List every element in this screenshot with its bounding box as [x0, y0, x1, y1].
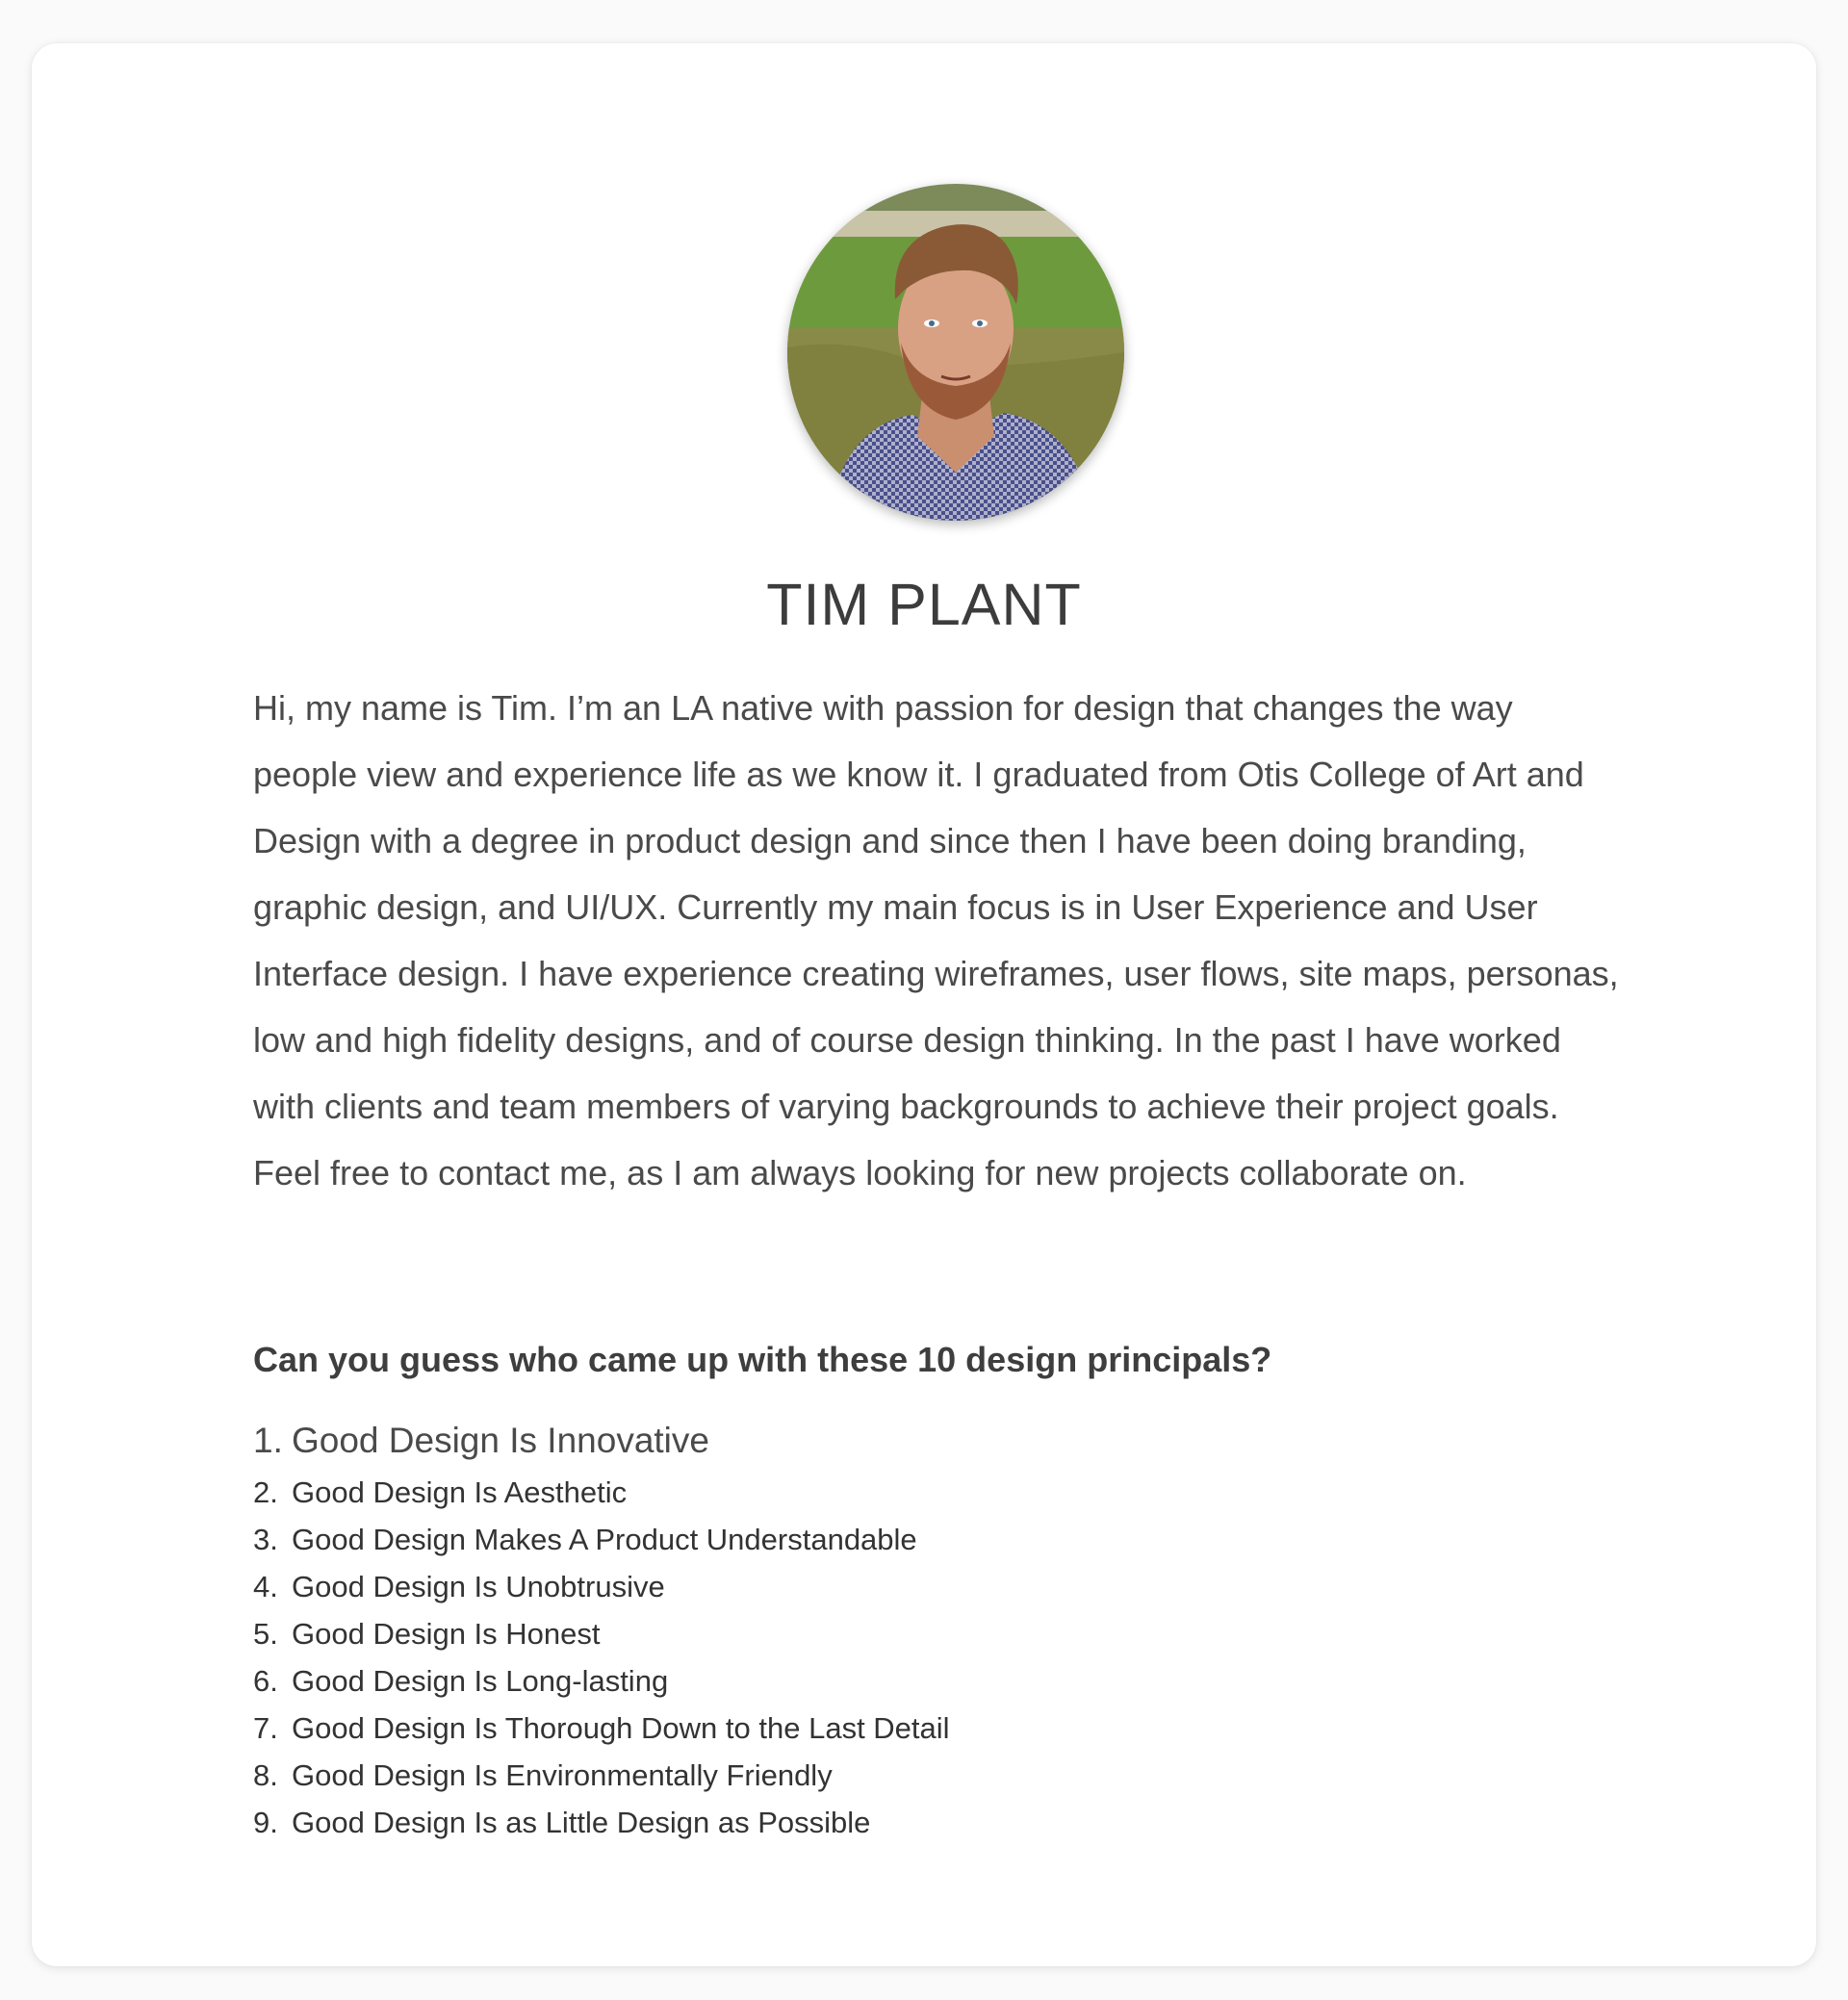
list-item [253, 1752, 950, 1799]
list-item-text: Good Design Is Innovative [292, 1421, 709, 1460]
principles-question: Can you guess who came up with these 10 design principals? [253, 1340, 1272, 1379]
list-item-number: 2. [253, 1475, 278, 1509]
list-item-text: Good Design Is Aesthetic [292, 1475, 628, 1509]
list-item-text: Good Design Is Unobtrusive [292, 1570, 665, 1603]
list-item-text: Good Design Is Thorough Down to the Last Detail [292, 1711, 950, 1745]
principles-list [253, 1413, 950, 1846]
profile-card [32, 43, 1816, 1966]
list-item-number: 5. [253, 1617, 278, 1651]
list-item-text: Good Design Is Honest [292, 1617, 601, 1651]
list-item-text: Good Design Is Environmentally Friendly [292, 1758, 833, 1792]
list-item [253, 1563, 950, 1610]
list-item-number: 6. [253, 1664, 278, 1698]
list-item-number: 4. [253, 1570, 278, 1603]
avatar-photo [787, 184, 1124, 521]
list-item-number: 1. [253, 1421, 283, 1460]
list-item [253, 1799, 950, 1846]
list-item-number: 3. [253, 1523, 278, 1556]
list-item [253, 1657, 950, 1705]
list-item [253, 1469, 950, 1516]
list-item-text: Good Design Is as Little Design as Possible [292, 1806, 871, 1839]
list-item-number: 8. [253, 1758, 278, 1792]
list-item [253, 1705, 950, 1752]
list-item [253, 1610, 950, 1657]
avatar [787, 184, 1124, 521]
list-item-number: 9. [253, 1806, 278, 1839]
list-item-text: Good Design Is Long-lasting [292, 1664, 669, 1698]
profile-name: TIM PLANT [766, 572, 1082, 637]
list-item-text: Good Design Makes A Product Understandable [292, 1523, 917, 1556]
list-item [253, 1413, 950, 1469]
list-item-number: 7. [253, 1711, 278, 1745]
list-item [253, 1516, 950, 1563]
bio-paragraph: Hi, my name is Tim. I’m an LA native with passion for design that changes the way people view and experience life as we know it. I graduated from Otis College of Art and Design with a degree in product design and since then I have been doing branding, graphic design, and UI/UX. Currently my main focus is in User Experience and User Interface design. I have experience creating wireframes, user flows, site maps, personas, low and high fidelity designs, and of course design thinking. In the past I have worked with clients and team members of varying backgrounds to achieve their project goals. Feel free to contact me, as I am always looking for new projects collaborate on. [253, 688, 1619, 1192]
